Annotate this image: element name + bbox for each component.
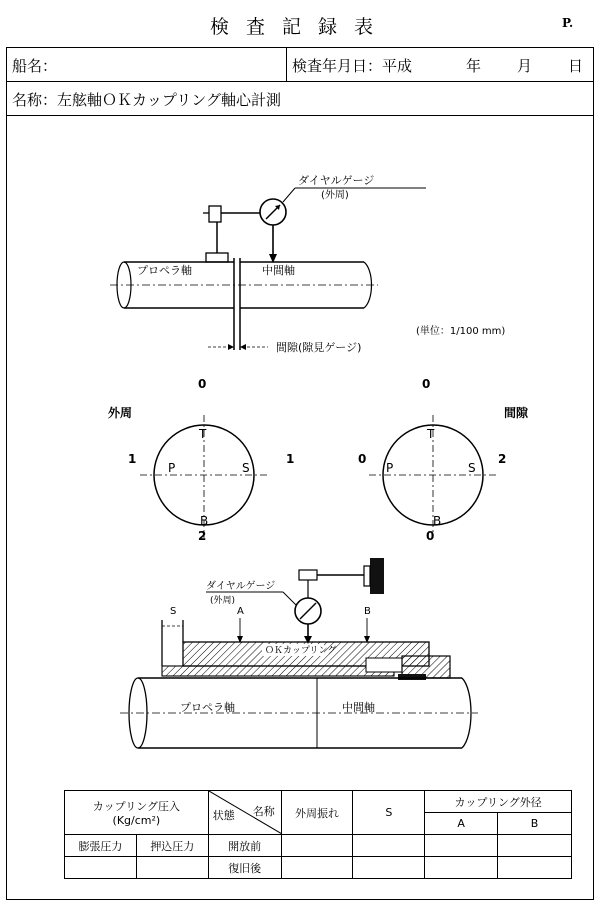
runout-top-value: 0 xyxy=(198,377,207,391)
dial-gauge-label: ダイヤルゲージ xyxy=(206,581,276,592)
gap-circle xyxy=(358,377,529,543)
runout-after-cell[interactable] xyxy=(281,857,353,879)
dial-gauge-sublabel: (外周) xyxy=(210,596,236,606)
gap-left-value: 0 xyxy=(358,452,367,466)
b-before-cell[interactable] xyxy=(498,835,572,857)
dial-gauge-sublabel: (外周) xyxy=(321,190,349,201)
after-restoration-label: 復旧後 xyxy=(208,857,281,879)
day-label: 日 xyxy=(568,57,584,75)
runout-bottom-value: 2 xyxy=(198,529,207,543)
magnet-stand-icon xyxy=(299,558,384,598)
intermediate-shaft-label: 中間軸 xyxy=(262,264,295,277)
year-label: 年 xyxy=(466,57,482,75)
runout-p-mark: P xyxy=(168,461,176,475)
page-title: 検査記録表 xyxy=(209,16,390,38)
gap-circle-label: 間隙 xyxy=(504,406,529,420)
b-label: B xyxy=(364,606,371,617)
s-header: S xyxy=(353,791,425,835)
inspection-date-label: 検査年月日：平成 xyxy=(292,57,413,75)
item-name-label: 名称：左舷軸ＯＫカップリング軸心計測 xyxy=(12,91,281,109)
page-number-label: P. xyxy=(562,16,574,30)
gap-top-value: 0 xyxy=(422,377,431,391)
outer-diameter-header: カップリング外径 xyxy=(425,791,572,813)
b-header: B xyxy=(498,813,572,835)
propeller-shaft-label: プロペラ軸 xyxy=(180,701,235,714)
b-after-cell[interactable] xyxy=(498,857,572,879)
runout-b-mark: B xyxy=(200,514,209,528)
push-pressure-header: 押込圧力 xyxy=(136,835,208,857)
runout-t-mark: T xyxy=(199,427,207,441)
before-opening-label: 開放前 xyxy=(208,835,281,857)
gap-b-mark: B xyxy=(433,514,442,528)
s-dimension xyxy=(162,620,183,666)
state-name-header: 状態 名称 xyxy=(208,791,281,835)
expansion-pressure-cell[interactable] xyxy=(65,857,137,879)
gap-bottom-value: 0 xyxy=(426,529,435,543)
intermediate-shaft-label: 中間軸 xyxy=(342,701,375,714)
dial-gauge-label: ダイヤルゲージ xyxy=(298,174,375,187)
runout-header: 外周振れ xyxy=(281,791,353,835)
a-after-cell[interactable] xyxy=(425,857,498,879)
ok-coupling-label: ＯＫカップリング xyxy=(265,646,337,656)
a-label: A xyxy=(237,606,244,617)
a-header: A xyxy=(425,813,498,835)
gap-s-mark: S xyxy=(468,461,476,475)
measurement-table xyxy=(64,790,572,879)
coupling-diagram xyxy=(120,558,478,748)
ship-name-label: 船名： xyxy=(12,57,58,75)
runout-before-cell[interactable] xyxy=(281,835,353,857)
propeller-shaft-label: プロペラ軸 xyxy=(137,264,192,277)
runout-left-value: 1 xyxy=(128,452,137,466)
s-before-cell[interactable] xyxy=(353,835,425,857)
gap-t-mark: T xyxy=(427,427,435,441)
shafts-lower xyxy=(120,678,478,748)
s-label: S xyxy=(170,606,177,617)
runout-s-mark: S xyxy=(242,461,250,475)
gap-indicator xyxy=(208,344,268,350)
gap-p-mark: P xyxy=(386,461,394,475)
unit-label: (単位：1/100 mm) xyxy=(416,326,506,337)
runout-right-value: 1 xyxy=(286,452,295,466)
gauge-diagram xyxy=(110,174,505,354)
press-fit-header: カップリング圧入 (Kg/cm²) xyxy=(65,791,209,835)
gap-right-value: 2 xyxy=(498,452,507,466)
gap-gauge-label: 間隙(隙見ゲージ) xyxy=(276,341,362,354)
expansion-pressure-header: 膨張圧力 xyxy=(65,835,137,857)
gauge-holder xyxy=(203,206,260,262)
runout-circle xyxy=(108,377,294,543)
s-after-cell[interactable] xyxy=(353,857,425,879)
a-before-cell[interactable] xyxy=(425,835,498,857)
runout-label: 外周 xyxy=(108,406,133,420)
intermediate-shaft xyxy=(240,258,372,350)
push-pressure-cell[interactable] xyxy=(136,857,208,879)
month-label: 月 xyxy=(517,57,533,75)
